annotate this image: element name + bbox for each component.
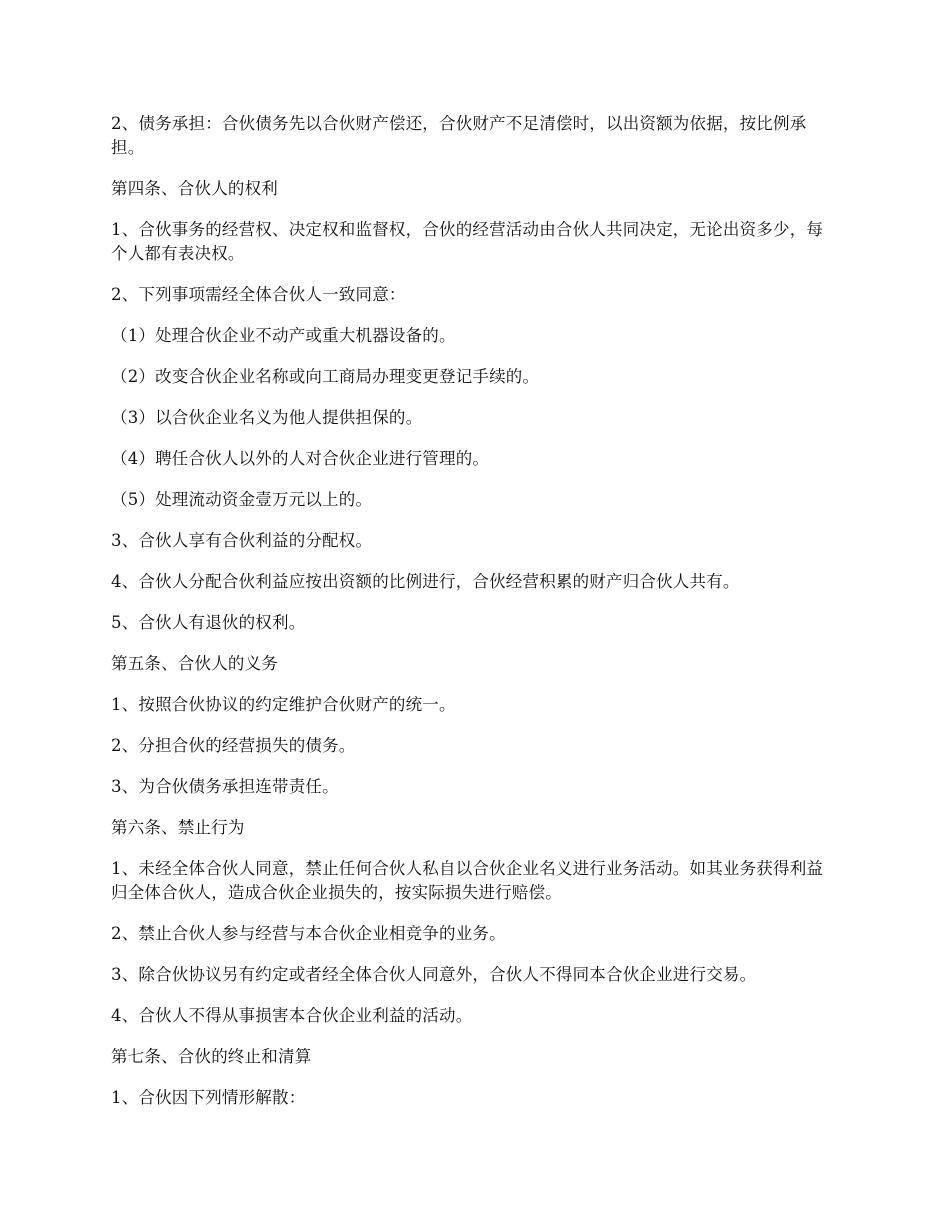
clause-debt-bearing: 2、债务承担：合伙债务先以合伙财产偿还，合伙财产不足清偿时，以出资额为依据，按比例承担。 — [111, 114, 807, 157]
clause-rights-2-item-4: （4）聘任合伙人以外的人对合伙企业进行管理的。 — [111, 449, 490, 468]
clause-rights-3: 3、合伙人享有合伙利益的分配权。 — [111, 531, 373, 550]
clause-duties-1: 1、按照合伙协议的约定维护合伙财产的统一。 — [111, 695, 456, 714]
clause-rights-2-item-3: （3）以合伙企业名义为他人提供担保的。 — [111, 408, 423, 427]
heading-article-7: 第七条、合伙的终止和清算 — [111, 1047, 312, 1066]
clause-rights-1: 1、合伙事务的经营权、决定权和监督权，合伙的经营活动由合伙人共同决定，无论出资多少，每个人都有表决权。 — [111, 220, 824, 263]
heading-article-4: 第四条、合伙人的权利 — [111, 179, 278, 198]
heading-article-5: 第五条、合伙人的义务 — [111, 654, 278, 673]
clause-rights-2-item-5: （5）处理流动资金壹万元以上的。 — [111, 490, 373, 509]
clause-termination-1: 1、合伙因下列情形解散： — [111, 1088, 306, 1107]
clause-rights-4: 4、合伙人分配合伙利益应按出资额的比例进行，合伙经营积累的财产归合伙人共有。 — [111, 572, 740, 591]
document-page — [111, 112, 836, 1127]
clause-rights-2-item-1: （1）处理合伙企业不动产或重大机器设备的。 — [111, 326, 456, 345]
clause-duties-2: 2、分担合伙的经营损失的债务。 — [111, 736, 356, 755]
clause-duties-3: 3、为合伙债务承担连带责任。 — [111, 777, 339, 796]
clause-prohibited-3: 3、除合伙协议另有约定或者经全体合伙人同意外，合伙人不得同本合伙企业进行交易。 — [111, 965, 757, 984]
clause-prohibited-2: 2、禁止合伙人参与经营与本合伙企业相竞争的业务。 — [111, 924, 506, 943]
clause-rights-2: 2、下列事项需经全体合伙人一致同意： — [111, 285, 406, 304]
clause-prohibited-1: 1、未经全体合伙人同意，禁止任何合伙人私自以合伙企业名义进行业务活动。如其业务获得利益归全体合伙人，造成合伙企业损失的，按实际损失进行赔偿。 — [111, 859, 824, 902]
clause-prohibited-4: 4、合伙人不得从事损害本合伙企业利益的活动。 — [111, 1006, 473, 1025]
heading-article-6: 第六条、禁止行为 — [111, 818, 245, 837]
clause-rights-2-item-2: （2）改变合伙企业名称或向工商局办理变更登记手续的。 — [111, 367, 540, 386]
clause-rights-5: 5、合伙人有退伙的权利。 — [111, 613, 306, 632]
